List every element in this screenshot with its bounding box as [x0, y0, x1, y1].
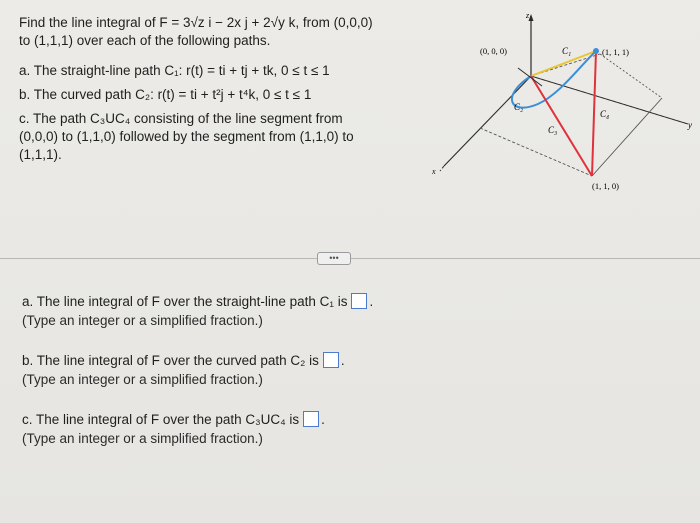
x-label: x	[432, 167, 436, 176]
part-c-line2: (0,0,0) to (1,1,0) followed by the segment from (1,1,0) to	[19, 129, 354, 144]
path-diagram	[430, 6, 700, 196]
problem-parts	[19, 62, 434, 164]
origin-label: (0, 0, 0)	[480, 46, 507, 56]
problem-statement	[19, 14, 434, 164]
answer-b-line: b. The line integral of F over the curved path C₂ is .	[22, 353, 345, 368]
end-point-marker	[593, 48, 599, 54]
answer-c-line: c. The line integral of F over the path C₃UC₄ is .	[22, 412, 325, 427]
c2-label: C₂	[514, 102, 524, 112]
part-b: b. The curved path C₂: r(t) = ti + t²j + t⁴k, 0 ≤ t ≤ 1	[19, 87, 312, 102]
c2-path	[512, 51, 596, 108]
c3-label: C₃	[548, 125, 558, 135]
expand-more-button[interactable]: •••	[317, 252, 351, 265]
part-c-line1: c. The path C₃UC₄ consisting of the line segment from	[19, 111, 343, 126]
guide-top2	[600, 54, 662, 98]
x-axis	[444, 76, 531, 166]
part-c-line3: (1,1,1).	[19, 147, 62, 162]
z-label: z	[526, 11, 530, 20]
answer-a-line: a. The line integral of F over the straight-line path C₁ is .	[22, 294, 374, 309]
z-axis-arrow	[529, 14, 534, 21]
problem-intro-line2: to (1,1,1) over each of the following paths.	[19, 33, 271, 48]
guide-front	[480, 128, 592, 176]
y-label: y	[688, 120, 692, 130]
answer-a-hint: (Type an integer or a simplified fraction.)	[22, 313, 263, 328]
problem-intro-line1: Find the line integral of F = 3√z i − 2x j + 2√y k, from (0,0,0)	[19, 15, 373, 30]
answer-c	[22, 410, 642, 448]
part-a: a. The straight-line path C₁: r(t) = ti + tj + tk, 0 ≤ t ≤ 1	[19, 63, 330, 78]
c4-label: C₄	[600, 109, 610, 119]
answer-c-hint: (Type an integer or a simplified fraction.)	[22, 431, 263, 446]
answer-a-text: a. The line integral of F over the straight-line path C₁ is	[22, 294, 348, 309]
c1-label: C₁	[562, 46, 572, 56]
answer-b-text: b. The line integral of F over the curved path C₂ is	[22, 353, 319, 368]
answer-b-input[interactable]	[323, 352, 339, 368]
answer-c-text: c. The line integral of F over the path C₃UC₄ is	[22, 412, 300, 427]
end-point-label: (1, 1, 1)	[602, 47, 629, 57]
answers-section	[22, 292, 642, 469]
part-c	[19, 110, 434, 164]
c3-path	[531, 76, 592, 176]
answer-b-hint: (Type an integer or a simplified fraction.)	[22, 372, 263, 387]
x-axis-dashed	[440, 166, 444, 171]
corner-label: (1, 1, 0)	[592, 181, 619, 191]
answer-c-input[interactable]	[303, 411, 319, 427]
y-axis	[531, 76, 688, 124]
answer-a	[22, 292, 642, 330]
answer-a-input[interactable]	[351, 293, 367, 309]
c4-path	[592, 51, 596, 176]
answer-b	[22, 351, 642, 389]
